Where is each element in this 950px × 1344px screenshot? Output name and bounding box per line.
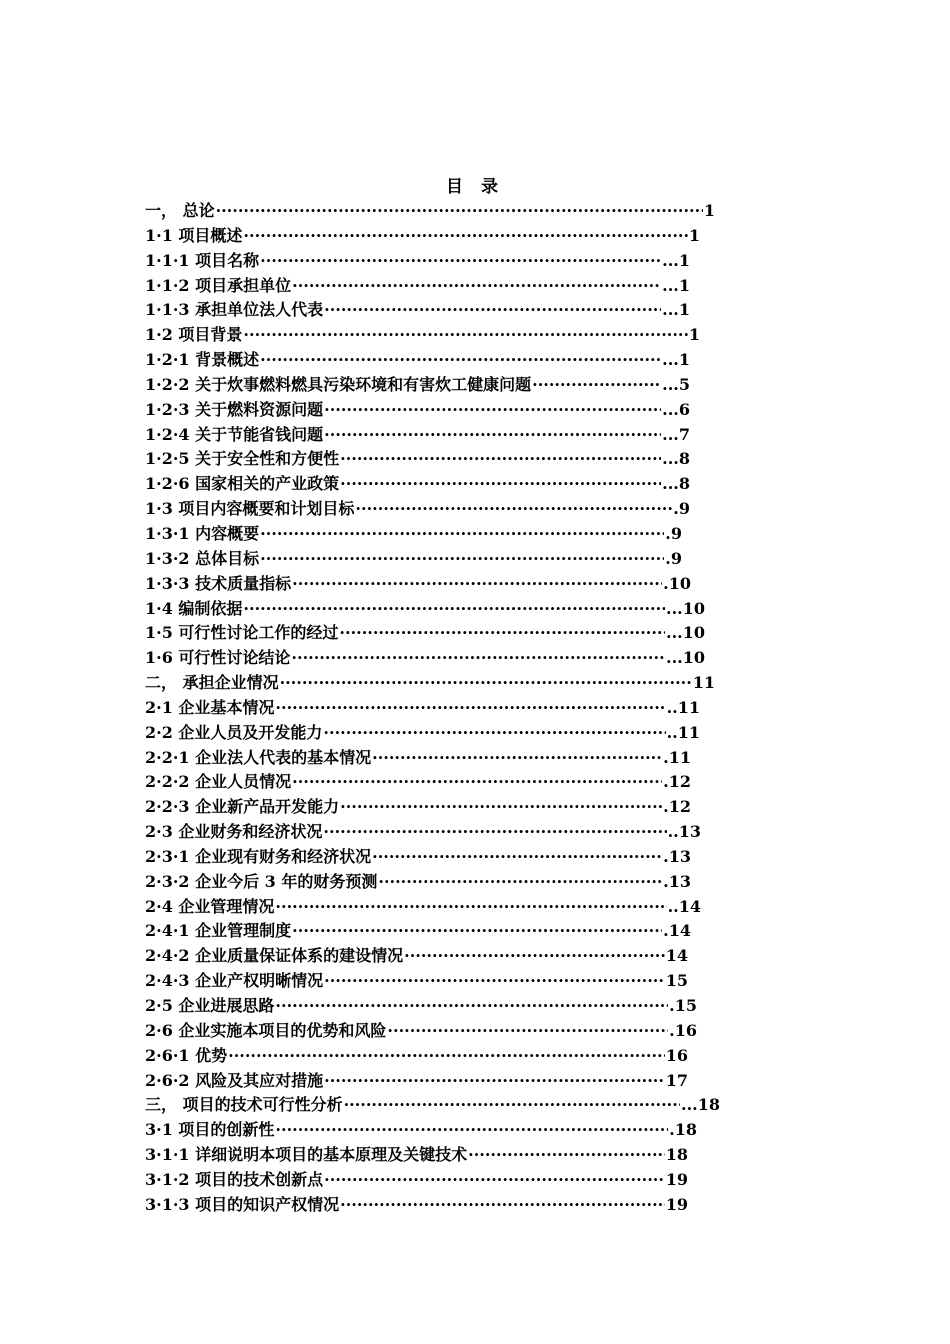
toc-dot-leader [292, 919, 662, 944]
toc-entry[interactable] [145, 1118, 697, 1143]
toc-entry-label: 2·2·3 企业新产品开发能力 [145, 797, 340, 817]
toc-entry-page: .16 [669, 1020, 697, 1040]
toc-dot-leader [324, 1168, 665, 1193]
toc-entry-page: 17 [665, 1070, 688, 1090]
toc-dot-leader [323, 721, 665, 746]
toc-entry-page: ...1 [662, 350, 690, 370]
toc-entry[interactable] [145, 298, 690, 323]
toc-entry[interactable] [145, 795, 691, 820]
toc-entry-page: 19 [665, 1194, 688, 1214]
toc-entry-label: 2·3·1 企业现有财务和经济状况 [145, 846, 372, 866]
toc-entry-page: 1 [703, 201, 715, 220]
toc-dot-leader [260, 522, 664, 547]
toc-entry-label: 2·6 企业实施本项目的优势和风险 [145, 1020, 387, 1040]
toc-entry-page: .18 [669, 1120, 697, 1140]
toc-entry[interactable] [145, 1168, 688, 1193]
toc-entry-page: ...5 [662, 374, 690, 394]
toc-dot-leader [387, 1019, 668, 1044]
toc-entry-page: ...8 [662, 474, 690, 494]
toc-entry-label: 1·2·3 关于燃料资源问题 [145, 399, 324, 419]
toc-dot-leader [339, 621, 665, 646]
toc-entry-label: 1·2·1 背景概述 [145, 350, 260, 370]
toc-entry-page: 18 [665, 1145, 688, 1165]
toc-entry-page: ...18 [681, 1095, 720, 1115]
toc-entry-page: 15 [665, 971, 688, 991]
toc-dot-leader [243, 224, 687, 249]
toc-title: 目 录 [446, 177, 504, 197]
toc-entry-label: 2·5 企业进展思路 [145, 996, 275, 1015]
toc-entry-page: .9 [665, 523, 682, 543]
toc-dot-leader [292, 274, 661, 299]
toc-entry-label: 1·2 项目背景 [145, 325, 243, 345]
toc-dot-leader [280, 671, 692, 696]
toc-entry-label: 1·5 可行性讨论工作的经过 [145, 623, 339, 643]
toc-dot-leader [468, 1143, 665, 1168]
toc-dot-leader [340, 1193, 665, 1218]
toc-entry-page: ..11 [666, 697, 700, 717]
toc-dot-leader [275, 696, 665, 721]
toc-entry[interactable] [145, 671, 715, 696]
toc-entry-page: .13 [663, 846, 691, 866]
toc-entry-label: 2·4·2 企业质量保证体系的建设情况 [145, 946, 404, 966]
toc-dot-leader [323, 820, 666, 845]
toc-dot-leader [216, 199, 703, 224]
toc-entry[interactable] [145, 646, 705, 671]
toc-entry-label: 二， 承担企业情况 [145, 673, 279, 693]
toc-entry[interactable] [145, 323, 700, 348]
toc-entry-label: 1·1·2 项目承担单位 [145, 275, 292, 295]
toc-entry[interactable] [145, 249, 690, 274]
toc-entry[interactable] [145, 497, 690, 522]
toc-entry[interactable] [145, 423, 690, 448]
toc-entry[interactable] [145, 1093, 720, 1118]
toc-dot-leader [260, 547, 664, 572]
toc-dot-leader [291, 646, 665, 671]
toc-entry-page: ..14 [667, 896, 701, 916]
toc-dot-leader [275, 994, 668, 1019]
toc-entry-label: 2·4·3 企业产权明晰情况 [145, 971, 324, 991]
toc-entry-label: 2·6·2 风险及其应对措施 [145, 1070, 324, 1090]
toc-entry-label: 1·1·3 承担单位法人代表 [145, 300, 324, 320]
toc-entry-label: 1·2·2 关于炊事燃料燃具污染环境和有害炊工健康问题 [145, 374, 532, 394]
toc-dot-leader [340, 795, 662, 820]
toc-dot-leader [324, 1069, 665, 1094]
toc-entry-label: 三， 项目的技术可行性分析 [145, 1095, 343, 1115]
toc-entry-label: 1·1 项目概述 [145, 225, 243, 245]
toc-entry[interactable] [145, 1193, 688, 1218]
toc-entry[interactable] [145, 547, 682, 572]
toc-entry-label: 3·1·3 项目的知识产权情况 [145, 1194, 340, 1214]
toc-entry-page: ...1 [662, 275, 690, 295]
toc-entry-page: 19 [665, 1169, 688, 1189]
toc-dot-leader [292, 770, 662, 795]
toc-entry[interactable] [145, 1143, 688, 1168]
toc-entry-label: 3·1 项目的创新性 [145, 1120, 275, 1140]
toc-entry-label: 2·6·1 优势 [145, 1045, 228, 1065]
toc-entry[interactable] [145, 969, 688, 994]
toc-dot-leader [324, 298, 661, 323]
toc-entry-label: 1·4 编制依据 [145, 598, 243, 618]
toc-entry-label: 1·2·5 关于安全性和方便性 [145, 449, 340, 469]
toc-entry-label: 2·1 企业基本情况 [145, 697, 275, 717]
toc-dot-leader [355, 497, 672, 522]
toc-entry-page: 11 [692, 673, 715, 693]
toc-entry-page: .9 [665, 548, 682, 568]
toc-entry-label: 2·2·2 企业人员情况 [145, 772, 292, 792]
toc-entry-page: 14 [665, 946, 688, 966]
toc-entry-page: .14 [663, 921, 691, 941]
toc-entry[interactable] [145, 994, 697, 1019]
toc-entry[interactable] [145, 447, 690, 472]
toc-entry-page: ...10 [666, 648, 705, 668]
toc-entry-page: 1 [688, 325, 700, 345]
toc-entry-label: 1·1·1 项目名称 [145, 250, 260, 270]
toc-entry-page: ...6 [662, 399, 690, 419]
toc-entry-label: 1·3 项目内容概要和计划目标 [145, 499, 355, 519]
toc-dot-leader [260, 348, 661, 373]
toc-entry[interactable] [145, 845, 691, 870]
toc-entry-label: 1·2·4 关于节能省钱问题 [145, 424, 324, 444]
toc-dot-leader [532, 373, 661, 398]
toc-entry[interactable] [145, 199, 715, 224]
toc-entry-page: .15 [669, 996, 697, 1015]
toc-dot-leader [292, 572, 662, 597]
toc-dot-leader [372, 845, 662, 870]
toc-dot-leader [324, 969, 665, 994]
toc-dot-leader [340, 447, 661, 472]
toc-entry[interactable] [145, 274, 690, 299]
toc-entry-page: ...7 [662, 424, 690, 444]
toc-entry-label: 一， 总论 [145, 201, 215, 220]
toc-entry-label: 2·2 企业人员及开发能力 [145, 722, 323, 742]
toc-entry-page: ...10 [666, 623, 705, 643]
toc-entry-label: 2·4·1 企业管理制度 [145, 921, 292, 941]
toc-entry-page: ...8 [662, 449, 690, 469]
toc-entry[interactable] [145, 895, 701, 920]
toc-entry-page: 16 [665, 1045, 688, 1065]
toc-entry[interactable] [145, 348, 690, 373]
toc-entry-page: ...1 [662, 250, 690, 270]
toc-dot-leader [340, 472, 661, 497]
toc-entry[interactable] [145, 1019, 697, 1044]
toc-entry-label: 3·1·2 项目的技术创新点 [145, 1169, 324, 1189]
toc-entry-page: .11 [663, 747, 691, 767]
toc-entry-page: ..13 [667, 822, 701, 842]
toc-entry[interactable] [145, 597, 705, 622]
toc-entry-label: 1·6 可行性讨论结论 [145, 648, 291, 668]
toc-entry-page: ...1 [662, 300, 690, 320]
toc-entry-label: 1·3·1 内容概要 [145, 523, 260, 543]
toc-entry-label: 3·1·1 详细说明本项目的基本原理及关键技术 [145, 1145, 468, 1165]
toc-entry[interactable] [145, 944, 688, 969]
toc-entry-page: 1 [688, 225, 700, 245]
toc-entry[interactable] [145, 919, 691, 944]
toc-entry[interactable] [145, 820, 701, 845]
toc-entry[interactable] [145, 373, 690, 398]
toc-entry[interactable] [145, 522, 682, 547]
toc-dot-leader [378, 870, 662, 895]
toc-entry-label: 1·3·3 技术质量指标 [145, 573, 292, 593]
toc-entry[interactable] [145, 721, 700, 746]
toc-entry-label: 1·3·2 总体目标 [145, 548, 260, 568]
toc-dot-leader [228, 1044, 665, 1069]
toc-entry[interactable] [145, 621, 705, 646]
toc-entry[interactable] [145, 398, 690, 423]
toc-entry-page: .12 [663, 797, 691, 817]
toc-entry-page: .10 [663, 573, 691, 593]
toc-entry-label: 2·3·2 企业今后 3 年的财务预测 [145, 871, 378, 891]
toc-dot-leader [404, 944, 665, 969]
toc-entry[interactable] [145, 472, 690, 497]
toc-entry-label: 2·4 企业管理情况 [145, 896, 275, 916]
toc-dot-leader [324, 423, 661, 448]
toc-dot-leader [243, 323, 687, 348]
toc-entry[interactable] [145, 870, 691, 895]
toc-dot-leader [243, 597, 665, 622]
toc-entry-label: 2·3 企业财务和经济状况 [145, 822, 323, 842]
toc-entry[interactable] [145, 746, 691, 771]
toc-entry-page: ...10 [666, 598, 705, 618]
toc-dot-leader [275, 895, 666, 920]
toc-dot-leader [275, 1118, 668, 1143]
toc-dot-leader [324, 398, 661, 423]
toc-entry[interactable] [145, 770, 691, 795]
toc-dot-leader [344, 1093, 680, 1118]
toc-entry-page: .9 [673, 499, 690, 519]
toc-entry-label: 2·2·1 企业法人代表的基本情况 [145, 747, 372, 767]
toc-dot-leader [260, 249, 661, 274]
toc-entry[interactable] [145, 1069, 688, 1094]
toc-entry[interactable] [145, 696, 700, 721]
toc-entry-page: .12 [663, 772, 691, 792]
toc-entry-page: .13 [663, 871, 691, 891]
toc-entry[interactable] [145, 572, 691, 597]
toc-entry[interactable] [145, 224, 700, 249]
toc-entry-label: 1·2·6 国家相关的产业政策 [145, 474, 340, 494]
toc-dot-leader [372, 746, 662, 771]
toc-entry-page: ..11 [666, 722, 700, 742]
toc-entry[interactable] [145, 1044, 688, 1069]
table-of-contents [145, 199, 725, 1218]
